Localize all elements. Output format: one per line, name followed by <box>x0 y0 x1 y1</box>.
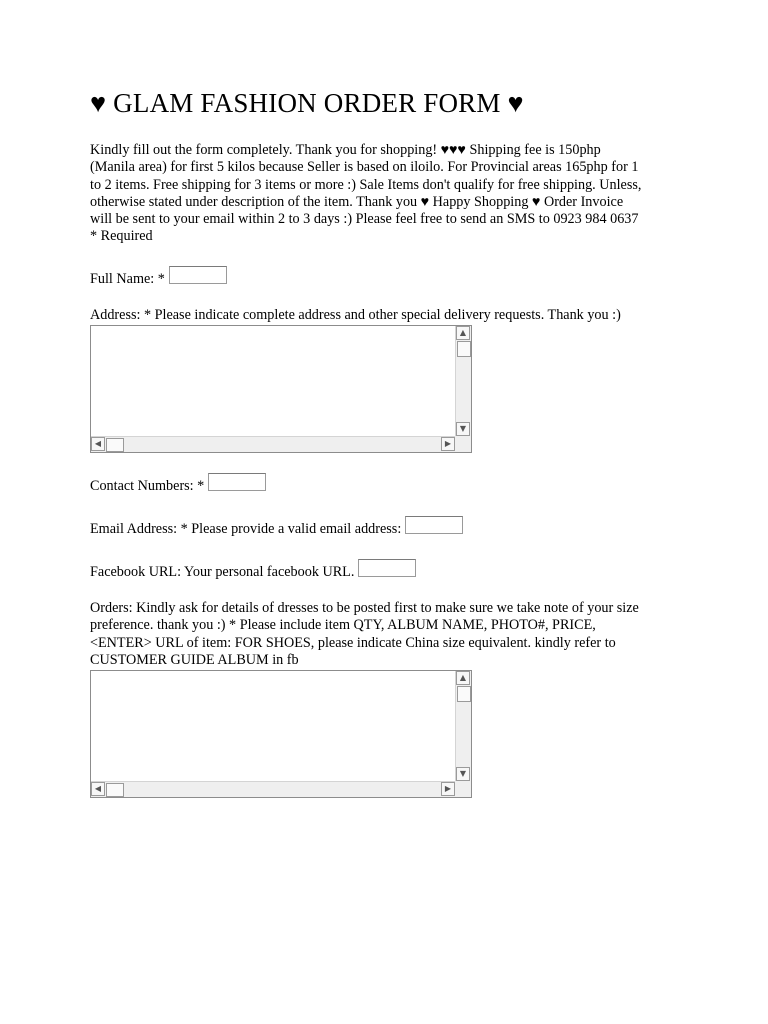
scroll-up-icon[interactable]: ▲ <box>456 671 470 685</box>
orders-label-line: <ENTER> URL of item: FOR SHOES, please indicate China size equivalent. kindly refer to <box>90 634 616 651</box>
scroll-thumb[interactable] <box>106 438 124 452</box>
scroll-left-icon[interactable]: ◀ <box>91 782 105 796</box>
intro-line: will be sent to your email within 2 to 3 days :) Please feel free to send an SMS to 0923 984 0637 <box>90 211 639 228</box>
orders-label <box>90 600 690 669</box>
scroll-thumb[interactable] <box>106 783 124 797</box>
address-textarea[interactable] <box>91 326 455 436</box>
orders-label-line: Orders: Kindly ask for details of dresses to be posted first to make sure we take note of your size <box>90 600 639 616</box>
intro-line: otherwise stated under description of the item. Thank you ♥ Happy Shopping ♥ Order Invoice <box>90 193 624 210</box>
facebook-label: Facebook URL: Your personal facebook URL. <box>90 564 355 580</box>
intro-line: to 2 items. Free shipping for 3 items or more :) Sale Items don't qualify for free shipping. Unless, <box>90 176 642 193</box>
facebook-row <box>90 563 416 581</box>
required-note: * Required <box>90 228 153 245</box>
scroll-up-icon[interactable]: ▲ <box>456 326 470 340</box>
full-name-label: Full Name: * <box>90 271 165 287</box>
horizontal-scrollbar[interactable] <box>91 781 455 797</box>
contact-numbers-input[interactable] <box>208 473 266 491</box>
scroll-down-icon[interactable]: ▼ <box>456 767 470 781</box>
scroll-corner <box>455 781 471 797</box>
scroll-thumb[interactable] <box>457 341 471 357</box>
orders-label-line: preference. thank you :) * Please include item QTY, ALBUM NAME, PHOTO#, PRICE, <box>90 617 596 634</box>
intro-line: Kindly fill out the form completely. Thank you for shopping! ♥♥♥ Shipping fee is 150php <box>90 142 601 158</box>
address-label: Address: * Please indicate complete address and other special delivery requests. Thank you :) <box>90 307 621 323</box>
scroll-corner <box>455 436 471 452</box>
contact-numbers-row <box>90 477 266 495</box>
address-textarea-box <box>90 325 472 453</box>
horizontal-scrollbar[interactable] <box>91 436 455 452</box>
intro-line: (Manila area) for first 5 kilos because Seller is based on iloilo. For Provincial areas 165php for 1 <box>90 159 639 176</box>
form-intro <box>90 142 682 246</box>
orders-textarea-box <box>90 670 472 798</box>
vertical-scrollbar[interactable] <box>455 326 471 436</box>
email-row <box>90 520 463 538</box>
scroll-left-icon[interactable]: ◀ <box>91 437 105 451</box>
full-name-input[interactable] <box>169 266 227 284</box>
email-label: Email Address: * Please provide a valid email address: <box>90 521 402 537</box>
scroll-thumb[interactable] <box>457 686 471 702</box>
scroll-down-icon[interactable]: ▼ <box>456 422 470 436</box>
contact-numbers-label: Contact Numbers: * <box>90 478 205 494</box>
scroll-right-icon[interactable]: ▶ <box>441 437 455 451</box>
orders-textarea[interactable] <box>91 671 455 781</box>
full-name-row <box>90 270 227 288</box>
vertical-scrollbar[interactable] <box>455 671 471 781</box>
page-title: ♥ GLAM FASHION ORDER FORM ♥ <box>90 88 524 118</box>
orders-label-line: CUSTOMER GUIDE ALBUM in fb <box>90 651 299 668</box>
email-input[interactable] <box>405 516 463 534</box>
facebook-url-input[interactable] <box>358 559 416 577</box>
scroll-right-icon[interactable]: ▶ <box>441 782 455 796</box>
